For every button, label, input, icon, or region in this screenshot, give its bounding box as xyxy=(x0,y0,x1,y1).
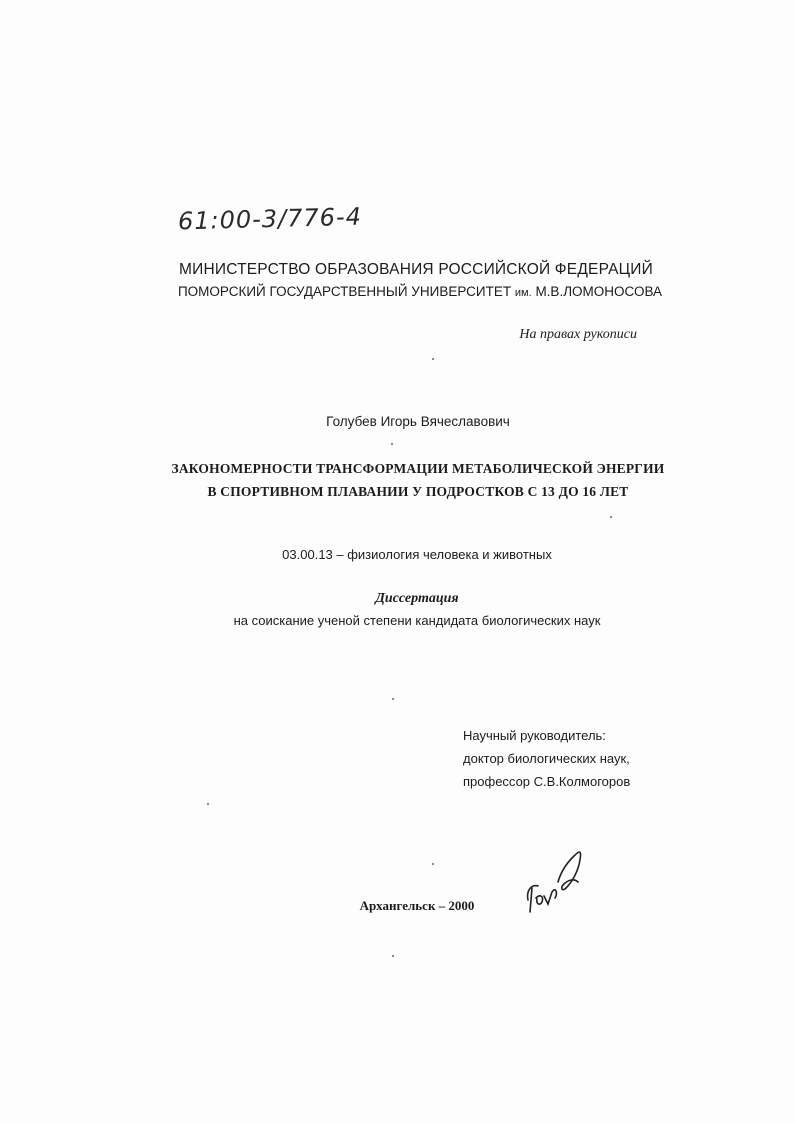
dissertation-title xyxy=(0,457,795,503)
university-name-main: ПОМОРСКИЙ ГОСУДАРСТВЕННЫЙ УНИВЕРСИТЕТ xyxy=(177,284,512,299)
university-name xyxy=(0,284,795,299)
university-name-person: М.В.ЛОМОНОСОВА xyxy=(535,284,663,299)
dissertation-type: Диссертация xyxy=(375,591,459,606)
dissertation-purpose: на соискание ученой степени кандидата биологических наук xyxy=(233,613,601,628)
scan-speck xyxy=(391,443,393,445)
city-year: Архангельск – 2000 xyxy=(359,898,475,913)
university-name-abbr: им. xyxy=(514,287,532,299)
specialty-code: 03.00.13 – физиология человека и животных xyxy=(282,547,552,562)
ministry-name: МИНИСТЕРСТВО ОБРАЗОВАНИЯ РОССИЙСКОЙ ФЕДЕРАЦИЙ xyxy=(179,261,653,278)
scan-speck xyxy=(432,863,434,865)
archive-number: 61:00-3/776-4 xyxy=(177,202,363,236)
scan-speck xyxy=(392,698,394,700)
scan-speck xyxy=(392,955,394,957)
manuscript-rights-note: На правах рукописи xyxy=(519,327,637,342)
scan-speck xyxy=(610,516,612,518)
advisor-name: профессор С.В.Колмогоров xyxy=(463,774,631,789)
advisor-label: Научный руководитель: xyxy=(463,728,606,743)
advisor-degree: доктор биологических наук, xyxy=(463,751,630,766)
title-line-1: ЗАКОНОМЕРНОСТИ ТРАНСФОРМАЦИИ МЕТАБОЛИЧЕСКОЙ ЭНЕРГИИ xyxy=(171,461,665,476)
scan-speck xyxy=(207,803,209,805)
scan-speck xyxy=(432,358,434,360)
advisor-block xyxy=(463,724,630,793)
title-line-2: В СПОРТИВНОМ ПЛАВАНИИ У ПОДРОСТКОВ С 13 ДО 16 ЛЕТ xyxy=(207,484,629,499)
author-name: Голубев Игорь Вячеславович xyxy=(326,414,510,429)
